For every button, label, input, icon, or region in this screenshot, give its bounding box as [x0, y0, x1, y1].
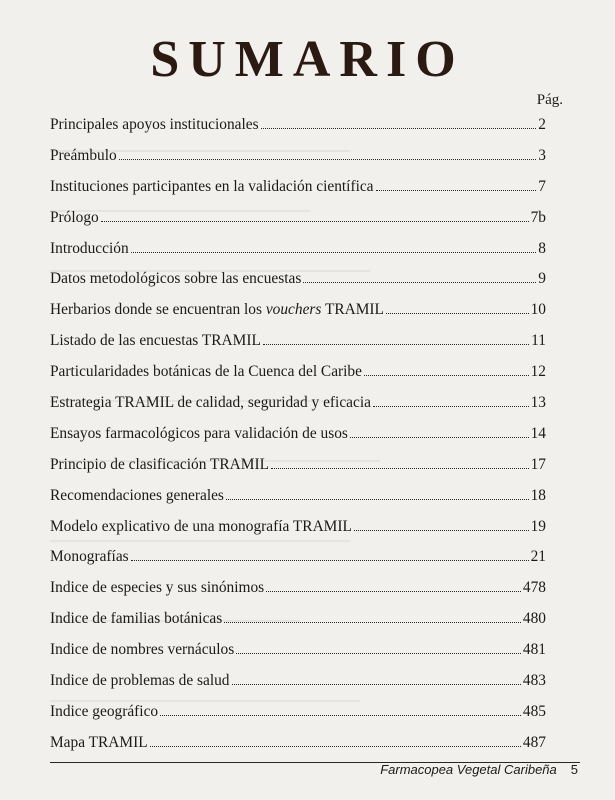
dot-leader: [226, 499, 529, 500]
toc-entry-label: Introducción: [50, 239, 129, 257]
dot-leader: [101, 221, 529, 222]
toc-entry[interactable]: [50, 604, 546, 635]
toc-entry-label: Instituciones participantes en la validación científica: [50, 177, 374, 195]
toc-entry-page: 21: [530, 548, 546, 566]
toc-entry-page: 483: [522, 672, 546, 690]
toc-entry[interactable]: [50, 450, 546, 481]
toc-entry-page: 10: [530, 301, 546, 319]
toc-entry-page: 14: [530, 424, 546, 442]
toc-entry-page: 3: [538, 146, 546, 164]
dot-leader: [131, 252, 537, 253]
table-of-contents: [50, 110, 546, 759]
dot-leader: [263, 344, 529, 345]
toc-entry-page: 11: [531, 332, 546, 350]
toc-entry-label: Estrategia TRAMIL de calidad, seguridad y eficacia: [50, 394, 371, 412]
footer-publication: Farmacopea Vegetal Caribeña: [380, 762, 557, 777]
toc-entry[interactable]: [50, 481, 546, 512]
toc-entry-label: Indice de especies y sus sinónimos: [50, 579, 265, 597]
toc-entry[interactable]: [50, 666, 546, 697]
toc-entry-label: Recomendaciones generales: [50, 486, 224, 504]
toc-entry[interactable]: [50, 110, 546, 141]
toc-entry-label: Monografías: [50, 548, 129, 566]
toc-entry-page: 17: [530, 455, 546, 473]
toc-entry-label-italic: vouchers: [265, 301, 322, 319]
toc-entry-label: Modelo explicativo de una monografía TRAMIL: [50, 517, 352, 535]
dot-leader: [224, 622, 521, 623]
toc-entry-label: [50, 295, 384, 326]
dot-leader: [354, 530, 529, 531]
toc-entry-label: Indice de familias botánicas: [50, 610, 223, 628]
toc-entry[interactable]: [50, 728, 546, 759]
toc-entry-label-part: Herbarios donde se encuentran los: [50, 301, 266, 319]
toc-entry[interactable]: [50, 203, 546, 234]
toc-entry[interactable]: [50, 295, 546, 326]
toc-entry-page: 13: [530, 394, 546, 412]
toc-entry-page: 487: [522, 733, 546, 751]
toc-entry-page: 19: [530, 517, 546, 535]
toc-entry[interactable]: [50, 234, 546, 265]
toc-entry-label: Indice de nombres vernáculos: [50, 641, 235, 659]
toc-entry-label: Indice de problemas de salud: [50, 672, 230, 690]
toc-entry-page: 478: [522, 579, 546, 597]
toc-entry-page: 9: [538, 270, 546, 288]
toc-entry[interactable]: [50, 635, 546, 666]
toc-entry[interactable]: [50, 357, 546, 388]
dot-leader: [376, 190, 537, 191]
page-column-header: Pág.: [536, 92, 563, 108]
toc-entry-label: Principales apoyos institucionales: [50, 116, 259, 133]
dot-leader: [350, 437, 529, 438]
dot-leader: [364, 375, 529, 376]
toc-entry[interactable]: [50, 512, 546, 543]
toc-entry-label: Mapa TRAMIL: [50, 733, 148, 751]
toc-entry[interactable]: [50, 264, 546, 295]
toc-entry-label: Principio de clasificación TRAMIL: [50, 455, 269, 473]
toc-entry[interactable]: [50, 326, 546, 357]
toc-entry-label: Listado de las encuestas TRAMIL: [50, 332, 261, 350]
dot-leader: [303, 282, 536, 283]
dot-leader: [386, 313, 529, 314]
footer-page-number: 5: [570, 762, 578, 777]
toc-entry[interactable]: [50, 172, 546, 203]
toc-entry[interactable]: [50, 419, 546, 450]
toc-entry-page: 481: [522, 641, 546, 659]
dot-leader: [266, 591, 521, 592]
dot-leader: [261, 128, 537, 129]
toc-entry-page: 2: [538, 116, 546, 133]
dot-leader: [232, 684, 521, 685]
toc-entry-label: Preámbulo: [50, 146, 117, 164]
toc-entry-page: 7: [538, 177, 546, 195]
toc-entry[interactable]: [50, 697, 546, 728]
toc-entry[interactable]: [50, 573, 546, 604]
dot-leader: [150, 746, 521, 747]
page-title: SUMARIO: [150, 31, 465, 88]
toc-entry-page: 8: [538, 239, 546, 257]
toc-entry-page: 7b: [530, 208, 546, 226]
dot-leader: [236, 653, 521, 654]
toc-entry[interactable]: [50, 542, 546, 573]
toc-entry-page: 18: [530, 486, 546, 504]
page-footer: [380, 762, 578, 777]
dot-leader: [160, 715, 521, 716]
dot-leader: [271, 468, 529, 469]
dot-leader: [373, 406, 529, 407]
toc-entry-page: 12: [530, 363, 546, 381]
toc-entry-label: Prólogo: [50, 208, 99, 226]
dot-leader: [131, 560, 529, 561]
toc-entry-label: Ensayos farmacológicos para validación de usos: [50, 424, 348, 442]
toc-entry-page: 480: [522, 610, 546, 628]
toc-entry-label: Particularidades botánicas de la Cuenca del Caribe: [50, 363, 362, 381]
toc-entry[interactable]: [50, 141, 546, 172]
toc-entry-label: Indice geográfico: [50, 702, 159, 720]
toc-entry-page: 485: [522, 702, 546, 720]
toc-entry-label-part: TRAMIL: [321, 301, 384, 319]
toc-entry-label: Datos metodológicos sobre las encuestas: [50, 270, 302, 288]
dot-leader: [119, 159, 537, 160]
toc-entry[interactable]: [50, 388, 546, 419]
